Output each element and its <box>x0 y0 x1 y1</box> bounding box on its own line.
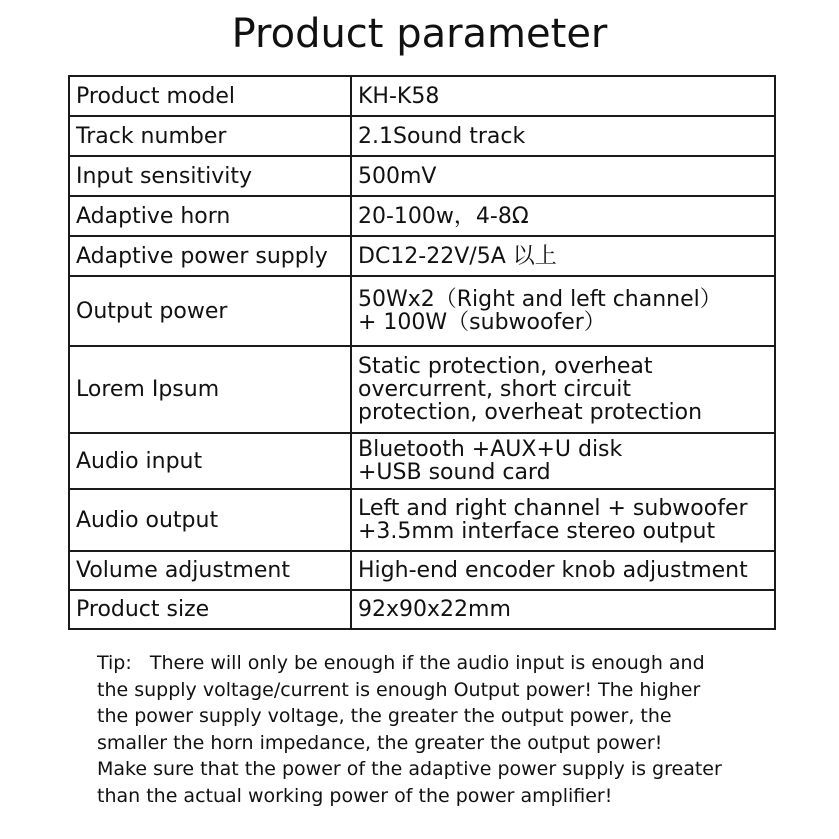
row-value-line: + 100W（subwoofer） <box>358 310 606 335</box>
row-value <box>351 156 775 196</box>
row-label: Volume adjustment <box>69 551 351 590</box>
row-label: Product model <box>69 76 351 116</box>
tip-line: the supply voltage/current is enough Output power! The higher <box>97 678 701 701</box>
tip-line: smaller the horn impedance, the greater the output power! <box>97 731 663 754</box>
row-value-line: KH-K58 <box>358 83 440 109</box>
table-row <box>69 433 775 489</box>
row-label: Lorem Ipsum <box>69 346 351 433</box>
table-row <box>69 276 775 346</box>
row-value <box>351 76 775 116</box>
tip-note <box>97 650 797 809</box>
row-value <box>351 590 775 629</box>
table-row <box>69 156 775 196</box>
row-label: Product size <box>69 590 351 629</box>
table-row <box>69 489 775 551</box>
row-value <box>351 196 775 236</box>
tip-line: Make sure that the power of the adaptive power supply is greater <box>97 758 722 780</box>
table-row <box>69 346 775 433</box>
row-label: Adaptive horn <box>69 196 351 236</box>
table-row <box>69 236 775 276</box>
row-value-line: DC12-22V/5A 以上 <box>358 243 557 269</box>
row-value <box>351 551 775 590</box>
row-value-line: Static protection, overheat <box>358 354 653 379</box>
table-row <box>69 196 775 236</box>
row-label: Track number <box>69 116 351 156</box>
row-value-line: 500mV <box>358 163 437 189</box>
row-value-line: +USB sound card <box>358 460 551 485</box>
row-value-line: protection, overheat protection <box>358 400 703 425</box>
tip-line: the power supply voltage, the greater the output power, the <box>97 705 672 727</box>
row-value-line: 92x90x22mm <box>358 597 511 622</box>
row-value-line: 20-100w，4-8Ω <box>358 203 529 229</box>
row-value-line: 2.1Sound track <box>358 123 526 149</box>
row-value-line: 50Wx2（Right and left channel） <box>358 287 722 312</box>
table-row <box>69 76 775 116</box>
product-parameter-table <box>68 75 776 630</box>
row-value <box>351 489 775 551</box>
table-row <box>69 551 775 590</box>
row-value <box>351 116 775 156</box>
row-value-line: Left and right channel + subwoofer <box>358 496 748 521</box>
tip-line: than the actual working power of the power amplifier! <box>97 784 613 807</box>
row-value <box>351 236 775 276</box>
row-label: Output power <box>69 276 351 346</box>
row-value-line: +3.5mm interface stereo output <box>358 519 716 544</box>
table-row <box>69 590 775 629</box>
row-label: Input sensitivity <box>69 156 351 196</box>
table-row <box>69 116 775 156</box>
row-label: Audio input <box>69 433 351 489</box>
row-label: Audio output <box>69 489 351 551</box>
row-value-line: Bluetooth +AUX+U disk <box>358 437 623 462</box>
row-value <box>351 276 775 346</box>
row-value-line: High-end encoder knob adjustment <box>358 558 748 583</box>
tip-line: Tip: There will only be enough if the audio input is enough and <box>97 652 705 674</box>
page-title: Product parameter <box>231 11 608 57</box>
row-label: Adaptive power supply <box>69 236 351 276</box>
row-value-line: overcurrent, short circuit <box>358 377 632 402</box>
row-value <box>351 346 775 433</box>
row-value <box>351 433 775 489</box>
